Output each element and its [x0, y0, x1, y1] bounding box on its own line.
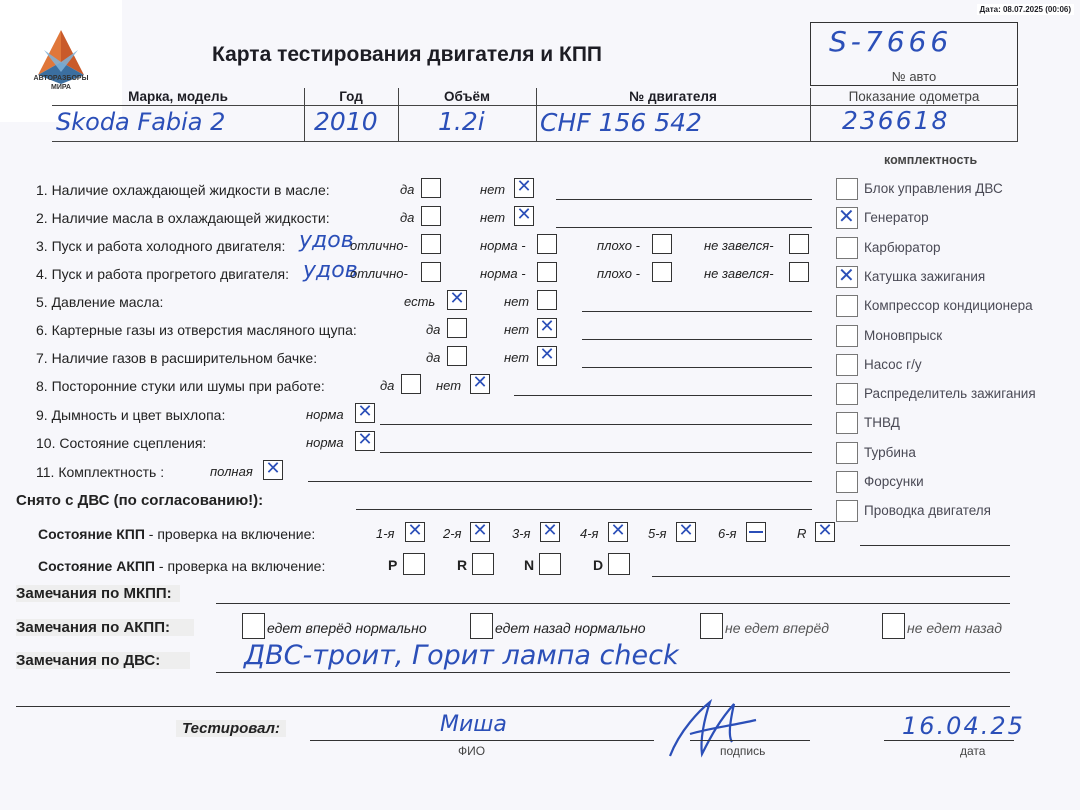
kit-checkbox[interactable] [836, 295, 858, 317]
q3-excellent-checkbox[interactable] [421, 234, 441, 254]
q6-label: 6. Картерные газы из отверстия масляного щупа: [36, 322, 357, 338]
q11-full-checkbox[interactable] [263, 460, 283, 480]
col-year-header: Год [339, 89, 363, 104]
kit-item-label: Карбюратор [864, 239, 941, 255]
q4-excellent-label: отлично- [350, 266, 408, 281]
gear-checkbox[interactable] [746, 522, 766, 542]
akpp-rest: - проверка на включение: [155, 558, 326, 574]
q3-normal-label: норма - [480, 238, 526, 253]
akpp-position-checkbox[interactable] [608, 553, 630, 575]
q9-normal-label: норма [306, 407, 344, 422]
gear-checkbox[interactable] [470, 522, 490, 542]
fio-label: ФИО [458, 744, 486, 758]
q5-no-label: нет [504, 294, 530, 309]
gear-checkbox[interactable] [815, 522, 835, 542]
q5-present-label: есть [404, 294, 436, 309]
check-mark-icon: ✕ [838, 204, 855, 229]
akpp-remark-checkbox[interactable] [700, 613, 723, 639]
tested-by-label: Тестировал: [176, 720, 286, 737]
car-number-value: S-7666 [829, 25, 953, 58]
col-volume-header: Объём [444, 89, 490, 104]
date-value: 16.04.25 [902, 712, 1025, 740]
q10-normal-label: норма [306, 435, 344, 450]
kit-checkbox[interactable] [836, 204, 858, 229]
fio-value: Миша [440, 712, 507, 737]
kit-item-label: Распределитель зажигания [864, 386, 1036, 402]
q9-normal-checkbox[interactable] [355, 403, 375, 423]
akpp-remark-checkbox[interactable] [882, 613, 905, 639]
q8-no-checkbox[interactable] [470, 374, 490, 394]
akpp-remark-checkbox[interactable] [242, 613, 265, 639]
col-make-header: Марка, модель [128, 89, 228, 104]
kit-checkbox[interactable] [836, 354, 858, 376]
kit-item-label: Проводка двигателя [864, 503, 991, 519]
kit-item-label: Катушка зажигания [864, 268, 986, 284]
check-mark-icon: ✕ [838, 262, 855, 287]
dvs-remarks-label: Замечания по ДВС: [16, 652, 190, 669]
q1-no-label: нет [480, 182, 506, 197]
kit-checkbox[interactable] [836, 442, 858, 464]
gear-label: 1-я [376, 526, 395, 541]
akpp-position-checkbox[interactable] [472, 553, 494, 575]
akpp-remark-label: едет назад нормально [495, 620, 646, 636]
q1-yes-checkbox[interactable] [421, 178, 441, 198]
kit-item-label: ТНВД [864, 415, 900, 431]
q11-full-label: полная [210, 464, 253, 479]
kpp-title: Состояние КПП [38, 526, 145, 542]
gear-label: 4-я [580, 526, 599, 541]
akpp-title: Состояние АКПП [38, 558, 155, 574]
dvs-remarks-value: ДВС-троит, Горит лампа check [244, 640, 679, 671]
gear-checkbox[interactable] [540, 522, 560, 542]
q4-excellent-checkbox[interactable] [421, 262, 441, 282]
kit-checkbox[interactable] [836, 383, 858, 405]
make-value: Skoda Fabia 2 [56, 108, 226, 136]
q11-label: 11. Комплектность : [36, 464, 165, 480]
kit-checkbox[interactable] [836, 325, 858, 347]
car-number-box [810, 22, 1018, 86]
q3-not-started-label: не завелся- [704, 238, 774, 253]
kit-checkbox[interactable] [836, 262, 858, 288]
vehicle-info-table [52, 88, 1018, 142]
q7-no-label: нет [504, 350, 530, 365]
akpp-position-label: N [524, 557, 535, 573]
q6-yes-checkbox[interactable] [447, 318, 467, 338]
akpp-position-label: P [388, 557, 398, 573]
q2-yes-label: да [400, 210, 415, 225]
engine-value: CHF 156 542 [540, 108, 702, 137]
q3-bad-checkbox[interactable] [652, 234, 672, 254]
q7-yes-checkbox[interactable] [447, 346, 467, 366]
gear-checkbox[interactable] [405, 522, 425, 542]
q6-no-checkbox[interactable] [537, 318, 557, 338]
page-title: Карта тестирования двигателя и КПП [212, 43, 603, 66]
q5-no-checkbox[interactable] [537, 290, 557, 310]
q4-label: 4. Пуск и работа прогретого двигателя: [36, 266, 289, 282]
mkpp-remarks-label: Замечания по МКПП: [16, 585, 180, 602]
kit-checkbox[interactable] [836, 471, 858, 493]
q4-not-started-checkbox[interactable] [789, 262, 809, 282]
q4-bad-checkbox[interactable] [652, 262, 672, 282]
year-value: 2010 [314, 107, 378, 136]
odometer-value: 236618 [842, 106, 950, 135]
q2-label: 2. Наличие масла в охлаждающей жидкости: [36, 210, 330, 226]
akpp-remark-checkbox[interactable] [470, 613, 493, 639]
col-odometer-header: Показание одометра [848, 89, 980, 104]
akpp-label [38, 558, 325, 574]
q4-normal-label: норма - [480, 266, 526, 281]
gear-checkbox[interactable] [608, 522, 628, 542]
q7-label: 7. Наличие газов в расширительном бачке: [36, 350, 318, 366]
akpp-remark-label: едет вперёд нормально [267, 620, 427, 636]
kit-item-label: Турбина [864, 444, 916, 460]
kit-item-label: Моновпрыск [864, 327, 943, 343]
kpp-rest: - проверка на включение: [144, 526, 316, 542]
gear-checkbox[interactable] [676, 522, 696, 542]
q7-yes-label: да [426, 350, 441, 365]
q5-label: 5. Давление масла: [36, 294, 164, 310]
kit-item-label: Форсунки [864, 474, 924, 489]
kit-checkbox[interactable] [836, 178, 858, 200]
q4-handwritten: удов [303, 258, 358, 283]
kit-item-label: Компрессор кондиционера [864, 298, 1033, 314]
q10-label: 10. Состояние сцепления: [36, 435, 207, 451]
removed-label: Снято с ДВС (по согласованию!): [16, 492, 264, 509]
kit-checkbox[interactable] [836, 237, 858, 259]
akpp-remark-label: не едет назад [907, 620, 1002, 636]
col-engine-header: № двигателя [629, 89, 717, 104]
q10-normal-checkbox[interactable] [355, 431, 375, 451]
q3-normal-checkbox[interactable] [537, 234, 557, 254]
q8-label: 8. Посторонние стуки или шумы при работе: [36, 378, 325, 394]
q3-bad-label: плохо - [597, 238, 640, 253]
kit-checkbox[interactable] [836, 412, 858, 434]
akpp-position-checkbox[interactable] [403, 553, 425, 575]
q8-yes-label: да [380, 378, 395, 393]
q8-yes-checkbox[interactable] [401, 374, 421, 394]
q4-normal-checkbox[interactable] [537, 262, 557, 282]
gear-label: 2-я [443, 526, 462, 541]
gear-label: R [797, 526, 807, 541]
gear-label: 5-я [648, 526, 667, 541]
q3-label: 3. Пуск и работа холодного двигателя: [36, 238, 286, 254]
date-stamp: Дата: 08.07.2025 (00:06) [977, 4, 1074, 15]
volume-value: 1.2i [438, 107, 485, 136]
date-label: дата [960, 744, 986, 758]
car-number-label: № авто [891, 69, 937, 84]
q2-no-checkbox[interactable] [514, 206, 534, 226]
gear-label: 6-я [718, 526, 737, 541]
logo-text: АВТОРАЗБОРЫ МИРА [33, 75, 89, 91]
q5-present-checkbox[interactable] [447, 290, 467, 310]
gear-label: 3-я [512, 526, 531, 541]
q4-not-started-label: не завелся- [704, 266, 774, 281]
q8-no-label: нет [436, 378, 462, 393]
akpp-position-label: R [457, 557, 468, 573]
kpp-label [38, 526, 315, 542]
akpp-remarks-label: Замечания по АКПП: [16, 619, 194, 636]
q9-label: 9. Дымность и цвет выхлопа: [36, 407, 226, 423]
q1-yes-label: да [400, 182, 415, 197]
kit-checkbox[interactable] [836, 500, 858, 522]
q7-no-checkbox[interactable] [537, 346, 557, 366]
q3-excellent-label: отлично- [350, 238, 408, 253]
q6-no-label: нет [504, 322, 530, 337]
akpp-remark-label: не едет вперёд [725, 620, 830, 636]
q1-label: 1. Наличие охлаждающей жидкости в масле: [36, 182, 330, 198]
kit-heading: комплектность [884, 153, 978, 167]
q3-handwritten: удов [299, 228, 354, 253]
akpp-position-checkbox[interactable] [539, 553, 561, 575]
q6-yes-label: да [426, 322, 441, 337]
akpp-position-label: D [593, 557, 604, 573]
kit-item-label: Блок управления ДВС [864, 181, 1003, 196]
q1-no-checkbox[interactable] [514, 178, 534, 198]
q3-not-started-checkbox[interactable] [789, 234, 809, 254]
kit-item-label: Насос г/у [864, 356, 922, 372]
q4-bad-label: плохо - [597, 266, 640, 281]
kit-item-label: Генератор [864, 210, 929, 226]
q2-no-label: нет [480, 210, 506, 225]
signature-mark [660, 690, 770, 770]
q2-yes-checkbox[interactable] [421, 206, 441, 226]
signature-label: подпись [720, 744, 766, 758]
